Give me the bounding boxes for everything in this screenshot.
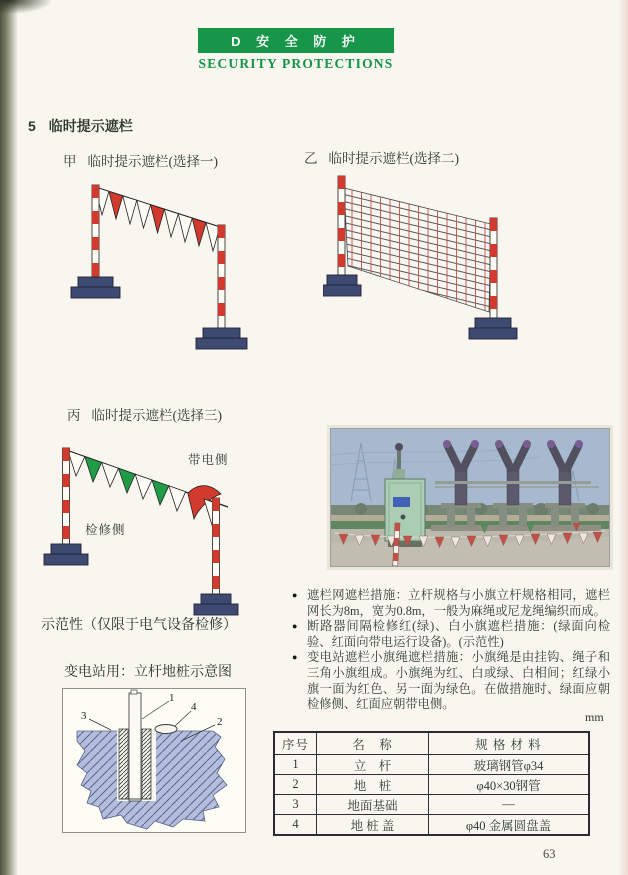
chapter-subtitle: SECURITY PROTECTIONS: [198, 56, 394, 71]
striped-pole-right: [194, 498, 238, 615]
cell-name: 地 桩: [317, 775, 429, 795]
photo-haze: [331, 429, 609, 566]
figure2-label: 乙: [304, 151, 318, 166]
header-index: 序号: [274, 732, 317, 755]
list-item: [292, 650, 610, 712]
cell-index: 1: [274, 755, 317, 775]
bullet-icon: ●: [292, 621, 298, 632]
list-item: [292, 588, 610, 619]
demo-note: 示范性（仅限于电气设备检修）: [41, 618, 237, 633]
figure1-label: 甲: [63, 154, 77, 169]
table-row: [274, 795, 589, 815]
figure3-caption: [67, 404, 222, 424]
cell-spec: —: [429, 795, 590, 815]
foundation-diagram-frame: [62, 688, 246, 833]
note-text: 遮栏网遮栏措施：立杆规格与小旗立杆规格相同，遮栏网长为8m，宽为0.8m，一般为麻绳或尼龙绳编织而成。: [307, 588, 610, 618]
table-row: [274, 815, 589, 836]
cell-spec: φ40×30钢管: [429, 775, 590, 795]
cell-index: 3: [274, 795, 317, 815]
substation-photo: [330, 428, 610, 567]
bullet-icon: ●: [292, 590, 298, 600]
pole-top: [131, 690, 137, 694]
chapter-banner-label: D 安 全 防 护: [231, 34, 361, 49]
chapter-banner: [198, 28, 394, 53]
figure3-label: 丙: [67, 408, 81, 423]
scan-edge-right: [618, 0, 628, 875]
table-row: [274, 775, 589, 795]
figure1-title: 临时提示遮栏(选择一): [87, 154, 218, 169]
striped-pole-right: [196, 225, 247, 349]
table-row: [274, 755, 589, 775]
callout-2: 2: [217, 716, 223, 728]
callout-1: 1: [169, 692, 175, 704]
table-header-row: [274, 732, 589, 755]
cell-name: 地面基础: [317, 795, 429, 815]
header-spec: 规 格 材 料: [429, 732, 590, 755]
spec-table: [273, 731, 590, 836]
diagram-barrier-option1: [48, 173, 283, 358]
scan-corner-shadow: [0, 0, 52, 14]
ground-pile-left: [119, 729, 128, 799]
cell-spec: φ40 金属圆盘盖: [429, 815, 590, 836]
foundation-diagram-title: 变电站用：立杆地桩示意图: [64, 665, 232, 680]
note-text: 变电站遮栏小旗绳遮栏措施：小旗绳是由挂钩、绳子和三角小旗组成。小旗绳为红、白或绿、白相间；红绿小旗一面为红色、另一面为绿色。在做措施时、绿面应朝检修侧、红面应朝带电侧。: [307, 650, 610, 712]
page-number: 63: [543, 847, 556, 861]
table-unit-label: mm: [585, 710, 604, 724]
cell-index: 4: [274, 815, 317, 836]
list-item: [292, 619, 610, 650]
figure1-caption: [63, 150, 218, 170]
cell-spec: 玻璃钢管φ34: [429, 755, 590, 775]
pennant-flags: [95, 187, 220, 251]
striped-pole-left: [44, 448, 88, 565]
repair-side-label: 检修侧: [85, 523, 126, 537]
scan-edge-left: [0, 0, 18, 875]
notes-list: [292, 588, 610, 713]
callout-3: 3: [81, 710, 87, 722]
figure2-title: 临时提示遮栏(选择二): [328, 151, 459, 166]
section-number: 5: [28, 118, 36, 134]
note-text: 断路器间隔检修红(绿)、白小旗遮栏措施：(绿面向检验、红面向带电运行设备)。(示范性): [307, 619, 610, 649]
section-heading: [28, 116, 133, 136]
cell-name: 地 桩 盖: [317, 815, 429, 836]
pile-cap: [155, 725, 177, 734]
pole: [129, 693, 141, 801]
figure3-title: 临时提示遮栏(选择三): [91, 408, 222, 423]
ground-pile-right: [142, 729, 151, 799]
header-name: 名 称: [317, 732, 429, 755]
bullet-icon: ●: [292, 652, 298, 663]
figure2-caption: [304, 147, 459, 167]
section-title: 临时提示遮栏: [48, 118, 133, 134]
foundation-diagram: [63, 689, 245, 832]
diagram-barrier-option2: [323, 168, 575, 360]
cell-index: 2: [274, 775, 317, 795]
diagram-barrier-option3: [38, 424, 278, 642]
cell-name: 立 杆: [317, 755, 429, 775]
mesh-net: [344, 188, 491, 312]
callout-4: 4: [191, 701, 197, 713]
live-side-label: 带电侧: [188, 453, 229, 467]
